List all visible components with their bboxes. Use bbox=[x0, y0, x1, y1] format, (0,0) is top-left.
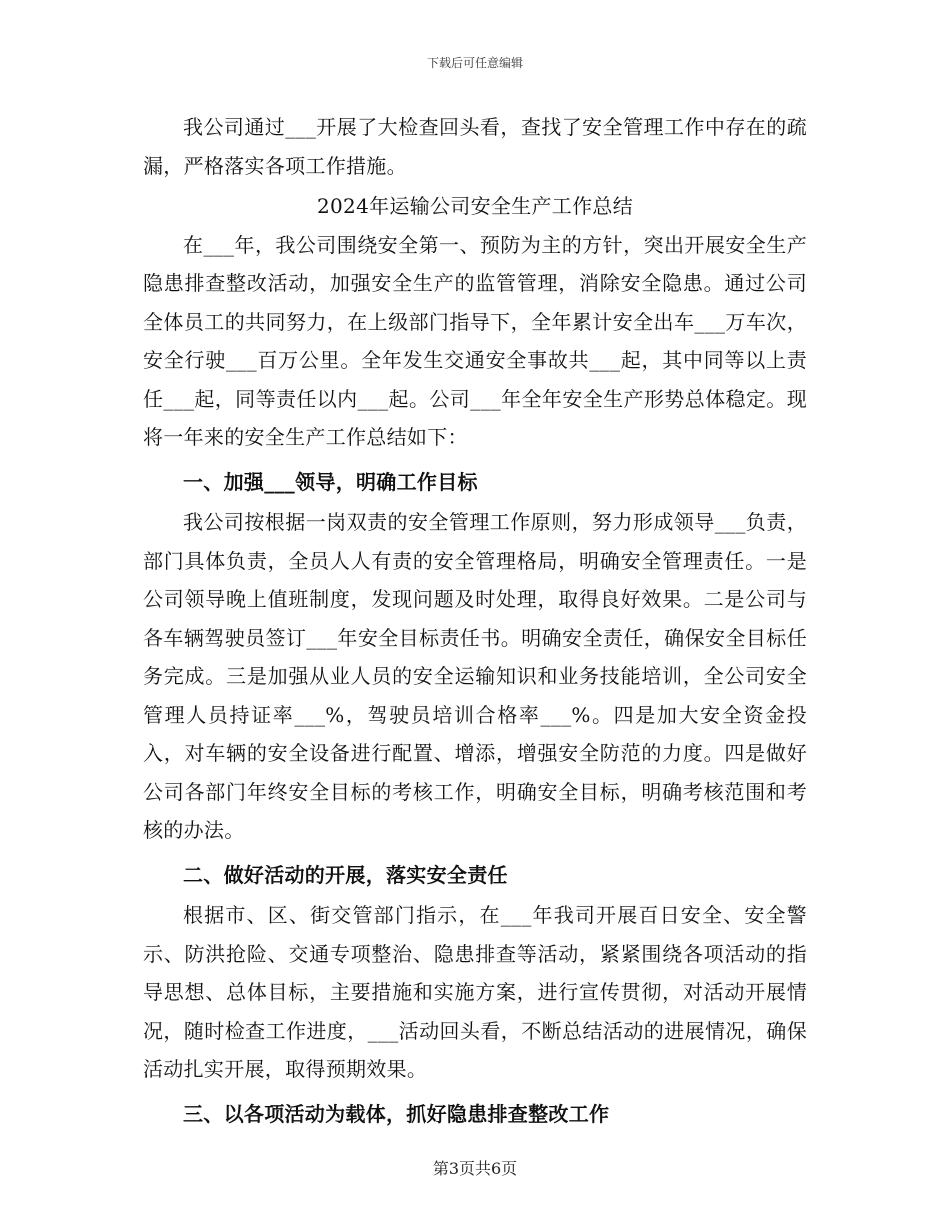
section-body-1: 我公司按根据一岗双责的安全管理工作原则，努力形成领导___负责，部门具体负责，全员人人有责的安全管理格局，明确安全管理责任。一是公司领导晚上值班制度，发现问题及时处理，取得良好效果。二是公司与各车辆驾驶员签订___年安全目标责任书。明确安全责任，确保安全目标任务完成。三是加强从业人员的安全运输知识和业务技能培训，全公司安全管理人员持证率___%，驾驶员培训合格率___%。四是加大安全资金投入，对车辆的安全设备进行配置、增添，增强安全防范的力度。四是做好公司各部门年终安全目标的考核工作，明确安全目标，明确考核范围和考核的办法。 bbox=[143, 510, 807, 842]
document-title: 2024年运输公司安全生产工作总结 bbox=[317, 194, 633, 218]
section-heading-3: 三、以各项活动为载体，抓好隐患排查整改工作 bbox=[183, 1101, 610, 1126]
section-heading-2: 二、做好活动的开展，落实安全责任 bbox=[183, 862, 508, 887]
page-header-note: 下载后可任意编辑 bbox=[426, 56, 523, 70]
section-heading-1: 一、加强___领导，明确工作目标 bbox=[183, 469, 478, 494]
intro-paragraph: 我公司通过___开展了大检查回头看，查找了安全管理工作中存在的疏漏，严格落实各项工作措施。 bbox=[143, 115, 807, 178]
opening-paragraph: 在___年，我公司围绕安全第一、预防为主的方针，突出开展安全生产隐患排查整改活动，加强安全生产的监管管理，消除安全隐患。通过公司全体员工的共同努力，在上级部门指导下，全年累计安全出车___万车次，安全行驶___百万公里。全年发生交通安全事故共___起，其中同等以上责任___起，同等责任以内___起。公司___年全年安全生产形势总体稳定。现将一年来的安全生产工作总结如下： bbox=[143, 232, 807, 449]
section-body-2: 根据市、区、街交管部门指示，在___年我司开展百日安全、安全警示、防洪抢险、交通专项整治、隐患排查等活动，紧紧围绕各项活动的指导思想、总体目标，主要措施和实施方案，进行宣传贯彻，对活动开展情况，随时检查工作进度，___活动回头看，不断总结活动的进展情况，确保活动扎实开展，取得预期效果。 bbox=[143, 903, 807, 1081]
page-number: 第3页共6页 bbox=[432, 1159, 518, 1178]
document-body bbox=[143, 108, 807, 1133]
